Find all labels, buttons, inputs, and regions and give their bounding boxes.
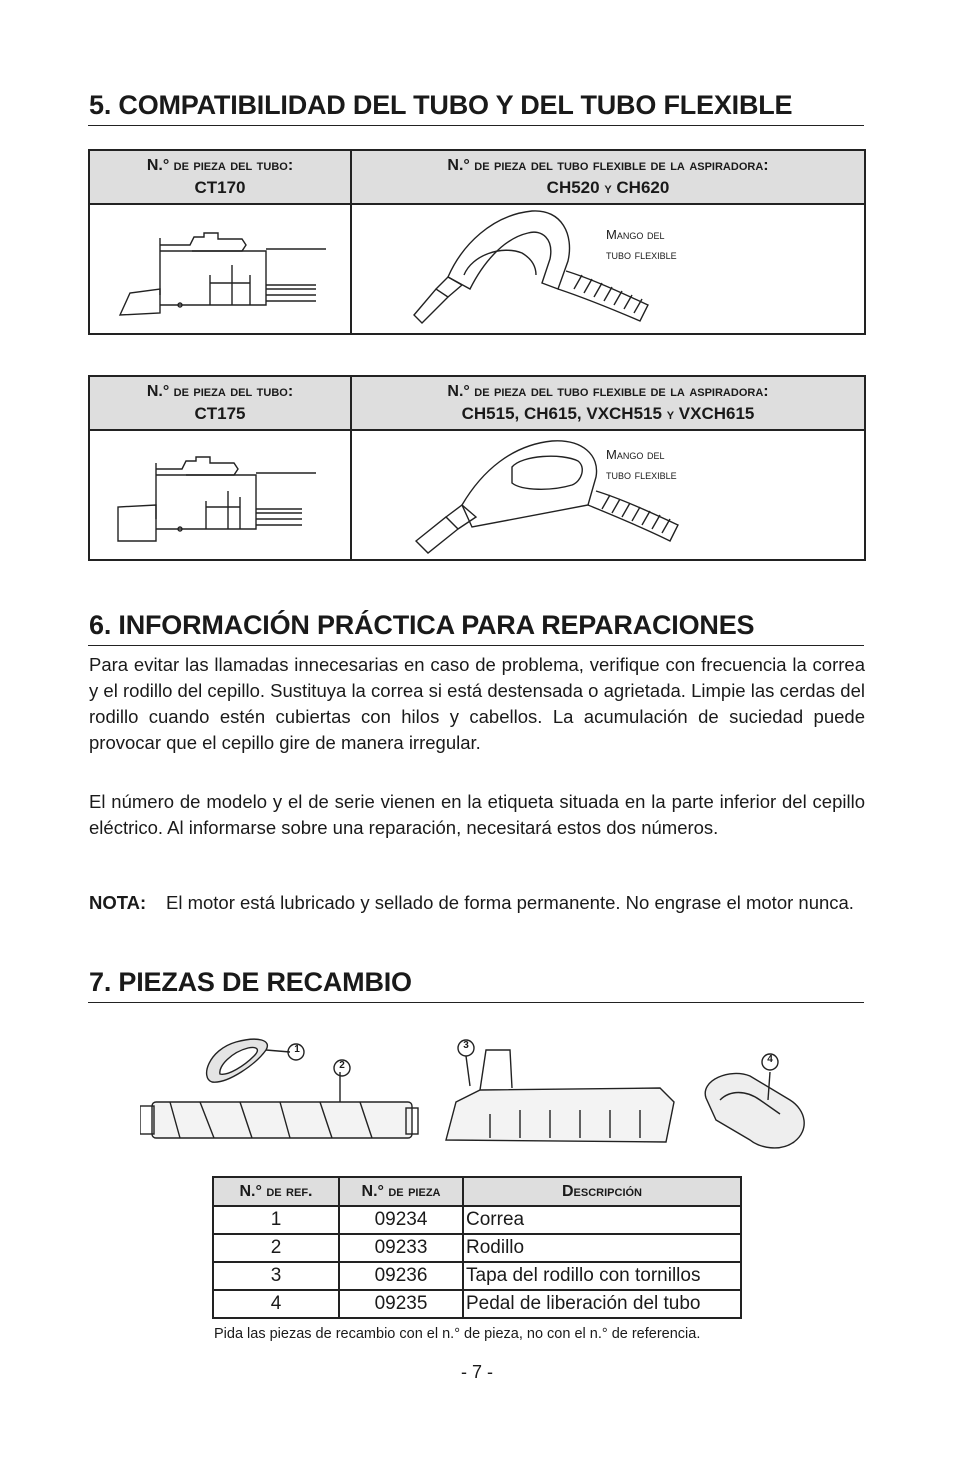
compat2-col1-header: N.° de pieza del tubo: [146, 383, 294, 400]
pedal-drawing [705, 1072, 804, 1148]
note-label: NOTA: [89, 892, 147, 913]
wand-ct175-illustration [90, 431, 348, 559]
desc-cell: Correa [463, 1206, 741, 1234]
page-number: - 7 - [460, 1362, 493, 1382]
compat1-hose-b: CH620 [616, 177, 670, 197]
ref-cell: 2 [213, 1234, 339, 1262]
compat1-hose-a: CH520 [546, 177, 600, 197]
compat2-hose-y: y [666, 405, 675, 423]
desc-cell: Pedal de liberación del tubo [463, 1290, 741, 1318]
compat1-hose-cell [351, 204, 865, 334]
replacement-parts-illustration [140, 1030, 820, 1160]
compat1-callout [606, 225, 677, 265]
compat1-callout-line1: Mango del [606, 227, 665, 242]
compat1-wand-cell [89, 204, 351, 334]
section5-title: 5. COMPATIBILIDAD DEL TUBO Y DEL TUBO FLEXIBLE [89, 90, 793, 120]
section6-rule [88, 645, 864, 646]
compat2-wand-cell [89, 430, 351, 560]
brush-cover-drawing [446, 1050, 674, 1142]
compat2-col2-header: N.° de pieza del tubo flexible de la aspiradora: [447, 382, 769, 400]
compat2-col2-value [352, 403, 864, 426]
wand-ct170-illustration [90, 205, 348, 333]
compat2-callout-line1: Mango del [606, 447, 665, 462]
compat2-col1-value: CT175 [194, 404, 246, 423]
parts-header-ref: N.° de ref. [213, 1177, 339, 1206]
parts-table [212, 1176, 742, 1319]
compat1-col1-value: CT170 [194, 178, 246, 197]
section6-title: 6. INFORMACIÓN PRÁCTICA PARA REPARACIONES [89, 610, 755, 640]
part-cell: 09235 [339, 1290, 463, 1318]
compat2-hose-cell [351, 430, 865, 560]
compat1-col1-header: N.° de pieza del tubo: [146, 157, 294, 174]
table-row [213, 1234, 741, 1262]
ref-cell: 3 [213, 1262, 339, 1290]
part-cell: 09236 [339, 1262, 463, 1290]
section5-rule [88, 125, 864, 126]
parts-header-desc: Descripción [463, 1177, 741, 1206]
ref-cell: 1 [213, 1206, 339, 1234]
part-cell: 09234 [339, 1206, 463, 1234]
belt-part-drawing [207, 1039, 290, 1082]
compat-table-1 [88, 149, 866, 335]
table-row [213, 1206, 741, 1234]
parts-header-part: N.° de pieza [339, 1177, 463, 1206]
table-row [213, 1262, 741, 1290]
section7-title: 7. PIEZAS DE RECAMBIO [89, 967, 412, 997]
parts-footnote: Pida las piezas de recambio con el n.° de pieza, no con el n.° de referencia. [214, 1326, 701, 1342]
section6-para1: Para evitar las llamadas innecesarias en caso de problema, verifique con frecuencia la correa y el rodillo del cepillo. Sustituya la correa si está destensada o agrietada. Limpie las cerdas del rodillo cuando estén cubiertas con hilos y cabellos. La acumulación de suciedad puede provocar que el cepillo gire de manera irregular. [89, 654, 865, 753]
callout-1: 1 [294, 1044, 300, 1055]
compat2-callout [606, 445, 677, 485]
section7-rule [88, 1002, 864, 1003]
compat2-callout-line2: tubo flexible [606, 467, 677, 482]
compat1-col2-value [352, 177, 864, 200]
part-cell: 09233 [339, 1234, 463, 1262]
compat1-col1-header-cell [89, 150, 351, 204]
callout-2: 2 [339, 1060, 345, 1071]
parts-table-header [213, 1177, 741, 1206]
table-row [213, 1290, 741, 1318]
compat-table-2 [88, 375, 866, 561]
compat2-col2-header-cell [351, 376, 865, 430]
callout-3: 3 [463, 1040, 469, 1051]
compat2-hose-a: CH515, CH615, VXCH515 [461, 403, 662, 423]
note-text: El motor está lubricado y sellado de forma permanente. No engrase el motor nunca. [166, 892, 854, 913]
callout-4: 4 [767, 1054, 773, 1065]
desc-cell: Rodillo [463, 1234, 741, 1262]
brush-roll-drawing [140, 1072, 418, 1138]
compat1-col2-header-cell [351, 150, 865, 204]
compat1-callout-line2: tubo flexible [606, 247, 677, 262]
section6-para2: El número de modelo y el de serie vienen en la etiqueta situada en la parte inferior del cepillo eléctrico. Al informarse sobre una reparación, necesitará estos dos números. [89, 791, 865, 838]
desc-cell: Tapa del rodillo con tornillos [463, 1262, 741, 1290]
compat2-hose-b: VXCH615 [678, 403, 755, 423]
compat1-hose-y: y [604, 179, 612, 197]
ref-cell: 4 [213, 1290, 339, 1318]
compat1-col2-header: N.° de pieza del tubo flexible de la aspiradora: [447, 156, 769, 174]
compat2-col1-header-cell [89, 376, 351, 430]
